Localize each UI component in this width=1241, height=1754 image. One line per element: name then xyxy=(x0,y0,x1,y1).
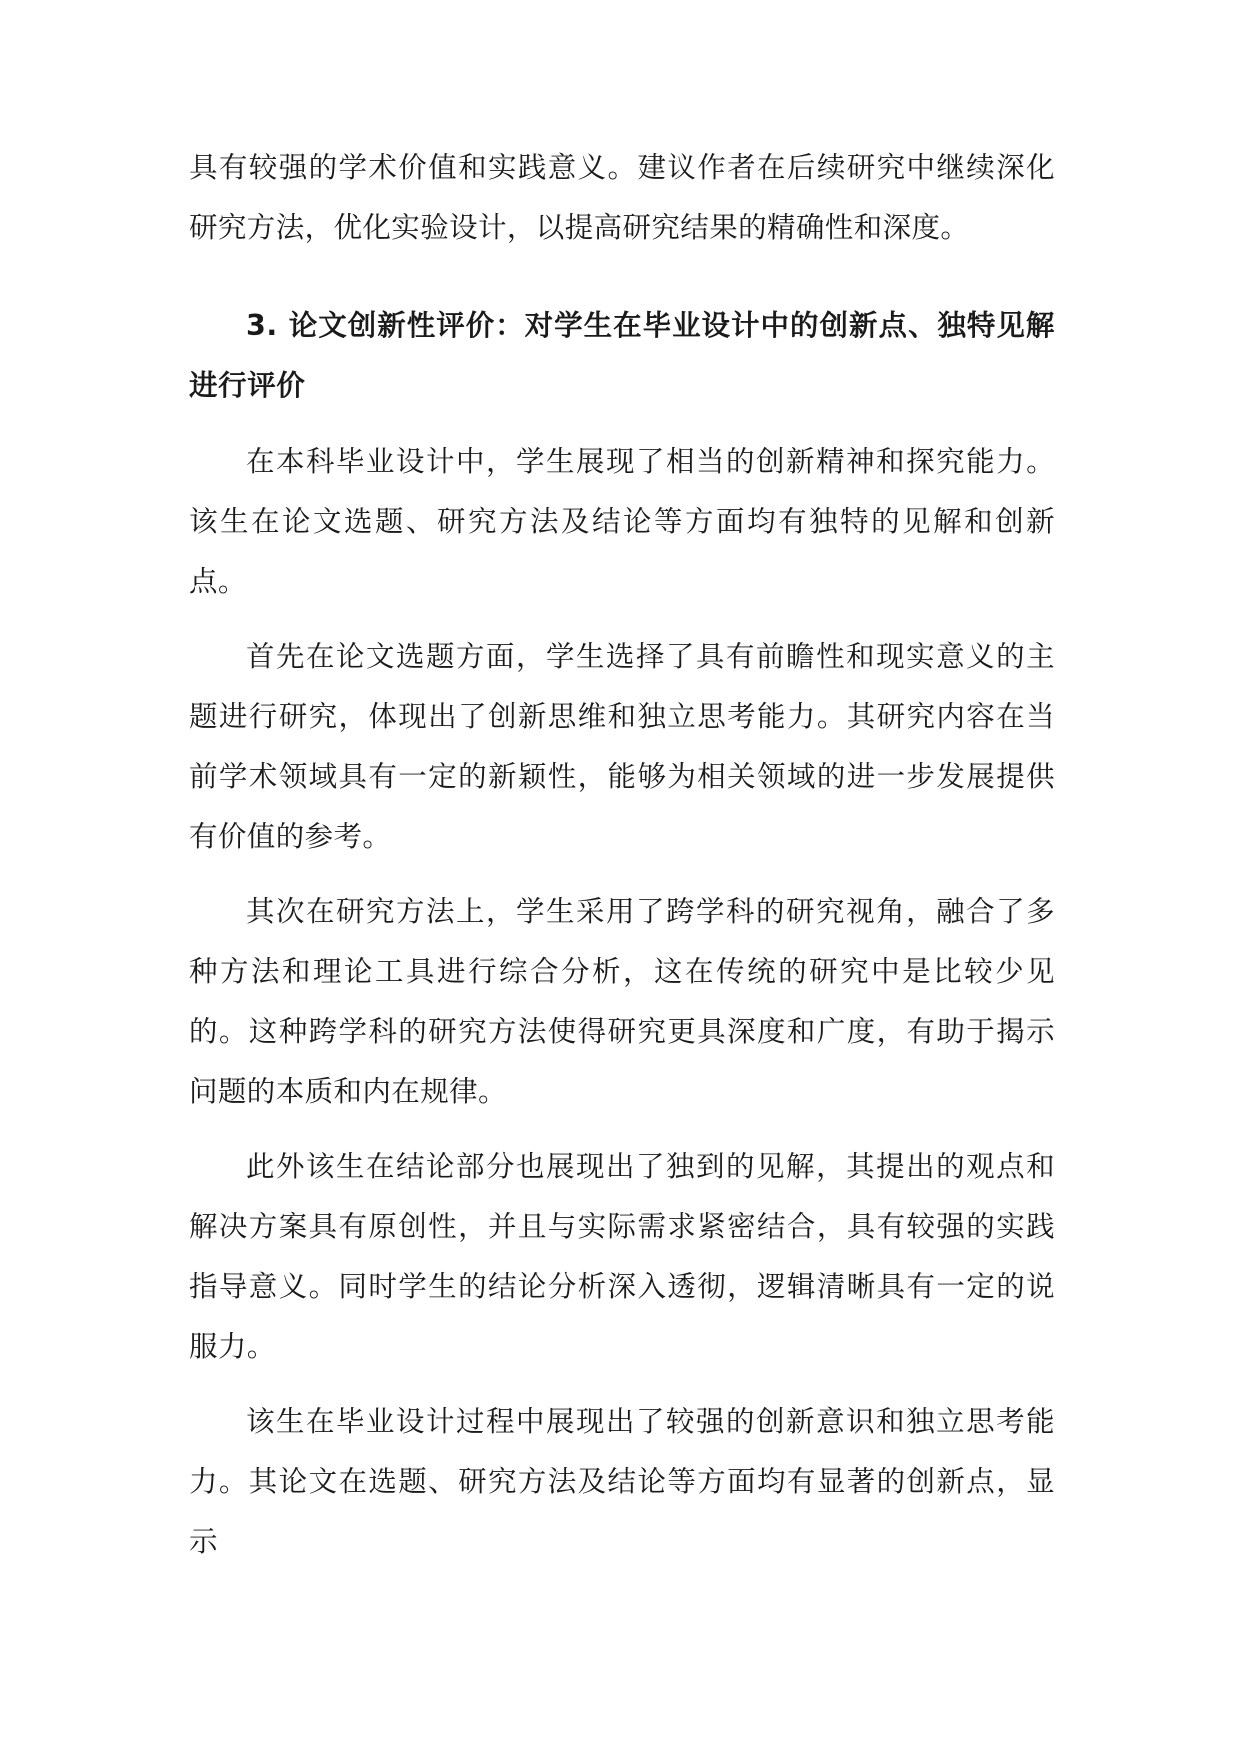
paragraph: 其次在研究方法上，学生采用了跨学科的研究视角，融合了多种方法和理论工具进行综合分析，这在传统的研究中是比较少见的。这种跨学科的研究方法使得研究更具深度和广度，有助于揭示问题的本质和内在规律。 xyxy=(189,895,1055,1108)
paragraph: 此外该生在结论部分也展现出了独到的见解，其提出的观点和解决方案具有原创性，并且与实际需求紧密结合，具有较强的实践指导意义。同时学生的结论分析深入透彻，逻辑清晰具有一定的说服力。 xyxy=(189,1150,1055,1363)
section-heading: 3. 论文创新性评价：对学生在毕业设计中的创新点、独特见解进行评价 xyxy=(189,309,1055,402)
paragraph-continued: 具有较强的学术价值和实践意义。建议作者在后续研究中继续深化研究方法，优化实验设计，以提高研究结果的精确性和深度。 xyxy=(189,151,1055,244)
document-body xyxy=(189,138,1055,1587)
paragraph: 首先在论文选题方面，学生选择了具有前瞻性和现实意义的主题进行研究，体现出了创新思维和独立思考能力。其研究内容在当前学术领域具有一定的新颖性，能够为相关领域的进一步发展提供有价值的参考。 xyxy=(189,640,1055,853)
paragraph: 在本科毕业设计中，学生展现了相当的创新精神和探究能力。该生在论文选题、研究方法及结论等方面均有独特的见解和创新点。 xyxy=(189,445,1055,598)
paragraph: 该生在毕业设计过程中展现出了较强的创新意识和独立思考能力。其论文在选题、研究方法及结论等方面均有显著的创新点，显示 xyxy=(189,1405,1055,1558)
